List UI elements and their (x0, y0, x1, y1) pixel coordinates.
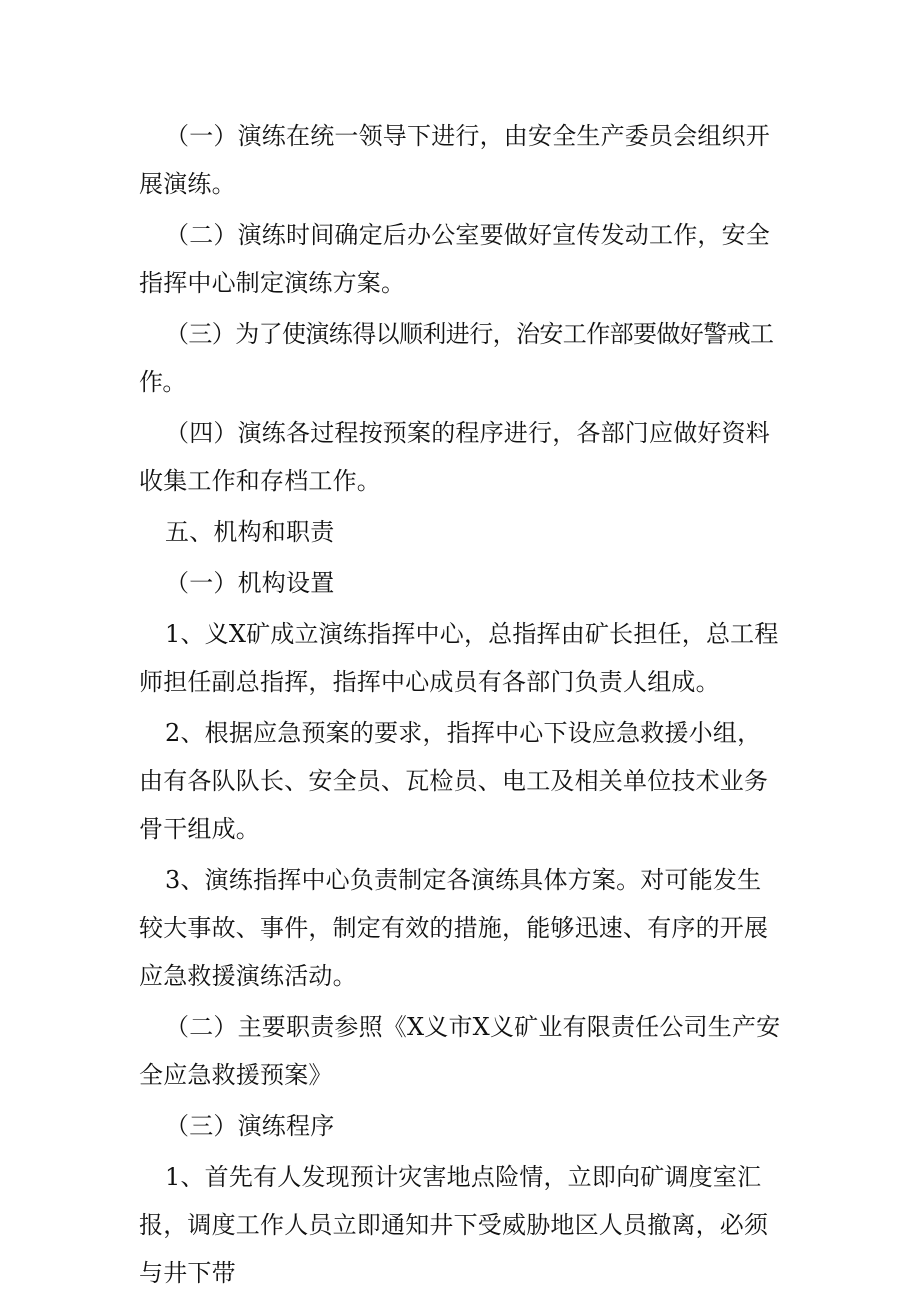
paragraph-1: （一）演练在统一领导下进行，由安全生产委员会组织开展演练。 (139, 122, 770, 198)
paragraph-4: （四）演练各过程按预案的程序进行，各部门应做好资料收集工作和存档工作。 (139, 419, 770, 495)
paragraph-2: （二）演练时间确定后办公室要做好宣传发动工作，安全指挥中心制定演练方案。 (139, 221, 770, 297)
document-body (139, 112, 784, 1300)
subsection-heading-procedure: （三）演练程序 (165, 1112, 335, 1140)
section-heading: 五、机构和职责 (165, 518, 335, 546)
paragraph-procedure-1: 1、首先有人发现预计灾害地点险情，立即向矿调度室汇报，调度工作人员立即通知井下受威胁地区人员撤离，必须与井下带 (139, 1163, 769, 1287)
paragraph-item-3: 3、演练指挥中心负责制定各演练具体方案。对可能发生较大事故、事件，制定有效的措施，能够迅速、有序的开展应急救援演练活动。 (139, 866, 769, 990)
paragraph-item-1: 1、义X矿成立演练指挥中心，总指挥由矿长担任，总工程师担任副总指挥，指挥中心成员有各部门负责人组成。 (139, 620, 779, 696)
paragraph-3: （三）为了使演练得以顺利进行，治安工作部要做好警戒工作。 (139, 320, 774, 396)
paragraph-responsibilities: （二）主要职责参照《X义市X义矿业有限责任公司生产安全应急救援预案》 (139, 1013, 781, 1089)
paragraph-item-2: 2、根据应急预案的要求，指挥中心下设应急救援小组，由有各队队长、安全员、瓦检员、电工及相关单位技术业务骨干组成。 (139, 719, 769, 843)
subsection-heading-organization: （一）机构设置 (165, 569, 335, 597)
